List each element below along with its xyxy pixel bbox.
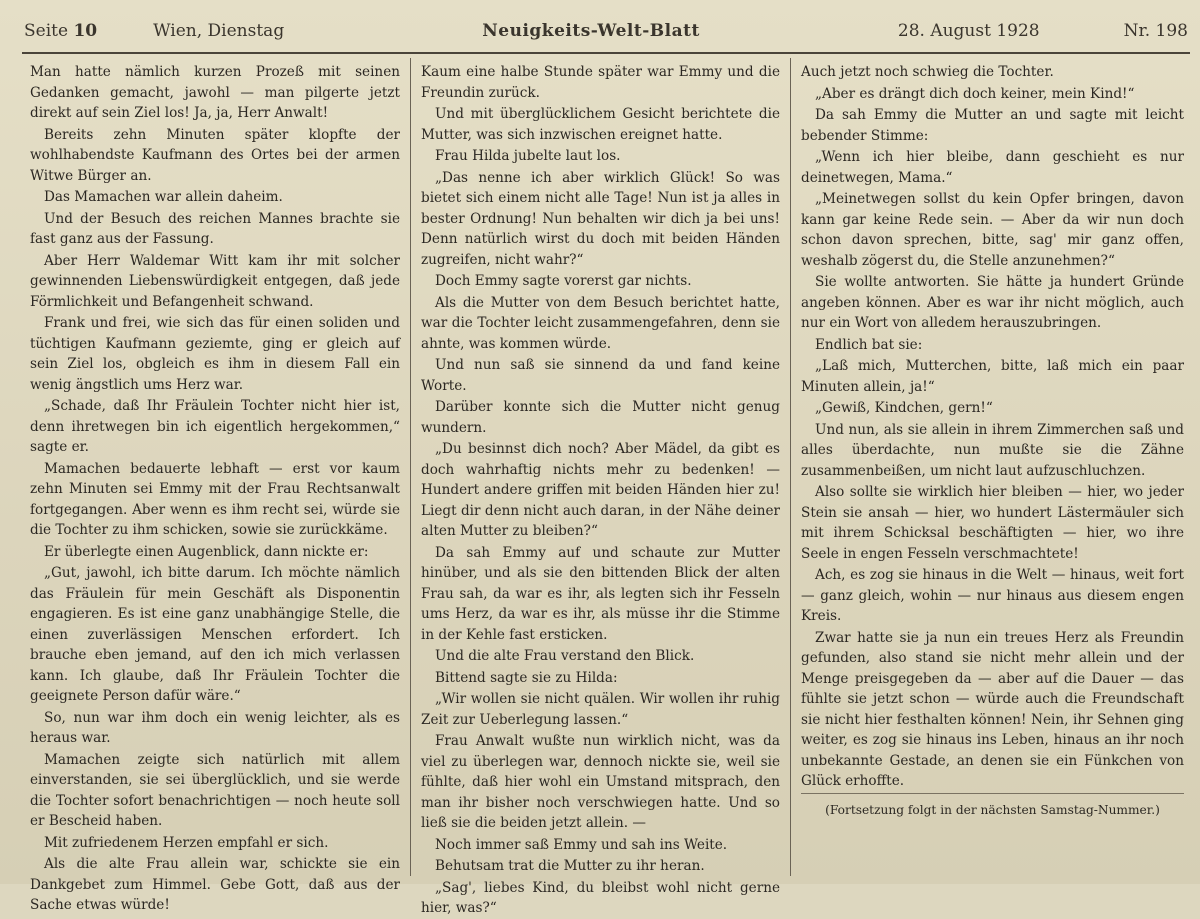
paragraph: „Wenn ich hier bleibe, dann geschieht es nur deinetwegen, Mama.“ [801,149,1184,186]
paragraph: Kaum eine halbe Stunde später war Emmy und die Freundin zurück. [421,64,780,101]
paragraph: „Meinetwegen sollst du kein Opfer bringen, davon kann gar keine Rede sein. — Aber da wir nun doch schon davon sprechen, bitte, sag' mir ganz offen, weshalb zögerst du, die Stelle anzunehmen?“ [801,191,1184,269]
paragraph: „Gut, jawohl, ich bitte darum. Ich möchte nämlich das Fräulein für mein Geschäft als Disponentin engagieren. Es ist eine ganz unabhängige Stelle, die einen zuverlässigen Menschen erfordert. Ich brauche eben jemand, auf den ich mich verlassen kann. Ich glaube, daß Ihr Fräulein Tochter die geeignete Person dafür wäre.“ [30,565,400,704]
paragraph: Frau Anwalt wußte nun wirklich nicht, was da viel zu überlegen war, dennoch nickte sie, weil sie fühlte, daß hier wohl ein Umstand mitsprach, den man ihr bisher noch verschwiegen hatte. Und so ließ sie die beiden jetzt allein. — [421,733,780,831]
paragraph: So, nun war ihm doch ein wenig leichter, als es heraus war. [30,709,400,746]
paragraph: Auch jetzt noch schwieg die Tochter. [801,64,1054,80]
column-2 [410,58,790,916]
paragraph: „Laß mich, Mutterchen, bitte, laß mich ein paar Minuten allein, ja!“ [801,358,1184,395]
paragraph: Ach, es zog sie hinaus in die Welt — hinaus, weit fort — ganz gleich, wohin — nur hinaus aus diesem engen Kreis. [801,567,1184,624]
paragraph: „Wir wollen sie nicht quälen. Wir wollen ihr ruhig Zeit zur Ueberlegung lassen.“ [421,691,780,728]
masthead-left [24,21,284,41]
paragraph: Als die alte Frau allein war, schickte sie ein Dankgebet zum Himmel. Gebe Gott, daß aus der Sache etwas würde! [30,856,400,913]
paragraph: Und der Besuch des reichen Mannes brachte sie fast ganz aus der Fassung. [30,210,400,247]
paragraph: Noch immer saß Emmy und sah ins Weite. [435,836,728,853]
paragraph: Und nun saß sie sinnend da und fand keine Worte. [421,357,780,394]
paragraph: Doch Emmy sagte vorerst gar nichts. [435,273,692,289]
issue-number: Nr. 198 [1123,21,1188,41]
column-3 [790,58,1190,876]
masthead-right [898,21,1188,41]
paragraph: Als die Mutter von dem Besuch berichtet hatte, war die Tochter leicht zusammengefahren, denn sie ahnte, was kommen würde. [421,294,780,352]
paragraph: „Du besinnst dich noch? Aber Mädel, da gibt es doch wahrhaftig nichts mehr zu bedenken! — Hundert andere griffen mit beiden Händen hier zu! Liegt dir denn nicht auch daran, in der Nähe deiner alten Mutter zu bleiben?“ [421,441,780,539]
paragraph: Behutsam trat die Mutter zu ihr heran. [435,858,705,874]
paragraph: „Das nenne ich aber wirklich Glück! So was bietet sich einem nicht alle Tage! Nun ist ja alles in bester Ordnung! Nun behalten wir dich ja bei uns! Denn natürlich wirst du doch mit beiden Händen zugreifen, nicht wahr?“ [421,169,780,268]
page-label: Seite [24,21,69,41]
paragraph: Da sah Emmy die Mutter an und sagte mit leicht bebender Stimme: [801,107,1184,144]
paragraph: Man hatte nämlich kurzen Prozeß mit seinen Gedanken gemacht, jawohl — man pilgerte jetzt direkt auf sein Ziel los! Ja, ja, Herr Anwalt! [30,64,400,121]
paragraph: Bereits zehn Minuten später klopfte der wohlhabendste Kaufmann des Ortes bei der armen Witwe Bürger an. [30,126,400,184]
text-columns [22,58,1190,916]
newspaper-title: Neuigkeits-Welt-Blatt [482,21,700,41]
continuation-note: (Fortsetzung folgt in der nächsten Samstag-Nummer.) [801,793,1184,821]
paragraph: Frau Hilda jubelte laut los. [435,148,621,164]
paragraph: Und nun, als sie allein in ihrem Zimmerchen saß und alles überdachte, nun mußte sie die Zähne zusammenbeißen, um nicht laut aufzuschluchzen. [801,421,1184,479]
masthead [24,14,1188,48]
paragraph: „Aber es drängt dich doch keiner, mein Kind!“ [815,85,1135,102]
paragraph: Sie wollte antworten. Sie hätte ja hundert Gründe angeben können. Aber es war ihr nicht möglich, auch nur ein Wort von alledem herauszubringen. [801,274,1184,331]
paragraph: Da sah Emmy auf und schaute zur Mutter hinüber, und als sie den bittenden Blick der alten Frau sah, da war es ihr, als legten sich ihr Fesseln ums Herz, da war es ihr, als müsse ihr die Stimme in der Kehle fast ersticken. [421,544,780,643]
page-number-group [24,21,97,41]
paragraph: „Gewiß, Kindchen, gern!“ [815,400,993,416]
paragraph: „Schade, daß Ihr Fräulein Tochter nicht hier ist, denn ihretwegen bin ich eigentlich hergekommen,“ sagte er. [30,398,400,455]
column-1 [22,58,410,913]
paragraph: Zwar hatte sie ja nun ein treues Herz als Freundin gefunden, also stand sie nicht mehr allein und der Menge preisgegeben da — aber auf die Dauer — das fühlte sie jetzt schon — würde auch die Freundschaft sie nicht hier festhalten können! Nein, ihr Sehnen ging weiter, es zog sie hinaus ins Leben, hinaus an ihr noch unbekannte Gestade, an denen sie ein Fünkchen von Glück erhoffte. [801,629,1184,789]
paragraph: Und mit überglücklichem Gesicht berichtete die Mutter, was sich inzwischen ereignet hatte. [421,106,780,143]
paragraph: Aber Herr Waldemar Witt kam ihr mit solcher gewinnenden Liebenswürdigkeit entgegen, daß jede Förmlichkeit und Befangenheit schwand. [30,252,400,310]
paragraph: Darüber konnte sich die Mutter nicht genug wundern. [421,399,780,436]
issue-date: 28. August 1928 [897,21,1040,41]
paragraph: Mit zufriedenem Herzen empfahl er sich. [44,834,329,851]
paragraph: „Sag', liebes Kind, du bleibst wohl nicht gerne hier, was?“ [421,879,780,916]
paragraph: Endlich bat sie: [815,336,923,353]
paragraph: Und die alte Frau verstand den Blick. [435,648,695,664]
place-day: Wien, Dienstag [153,21,285,41]
paragraph: Das Mamachen war allein daheim. [44,189,283,205]
paragraph: Also sollte sie wirklich hier bleiben — hier, wo jeder Stein sie ansah — hier, wo hundert Lästermäuler sich mit ihrem Schicksal beschäftigten — hier, wo ihre Seele in engen Fesseln verschmachtete! [801,484,1184,562]
page-number: 10 [73,21,98,41]
paragraph: Er überlegte einen Augenblick, dann nickte er: [44,543,369,560]
paragraph: Bittend sagte sie zu Hilda: [435,669,618,686]
paragraph: Mamachen bedauerte lebhaft — erst vor kaum zehn Minuten sei Emmy mit der Frau Rechtsanwalt fortgegangen. Aber wenn es ihm recht sei, würde sie die Tochter zu ihm schicken, sowie sie zurückkäme. [30,460,400,538]
paragraph: Mamachen zeigte sich natürlich mit allem einverstanden, sie sei überglücklich, und sie werde die Tochter sofort benachrichtigen — noch heute soll er Bescheid haben. [30,751,400,829]
paragraph: Frank und frei, wie sich das für einen soliden und tüchtigen Kaufmann geziemte, ging er gleich auf sein Ziel los, obgleich es ihm in diesem Fall ein wenig ängstlich ums Herz war. [30,315,400,393]
masthead-rule [22,52,1190,54]
